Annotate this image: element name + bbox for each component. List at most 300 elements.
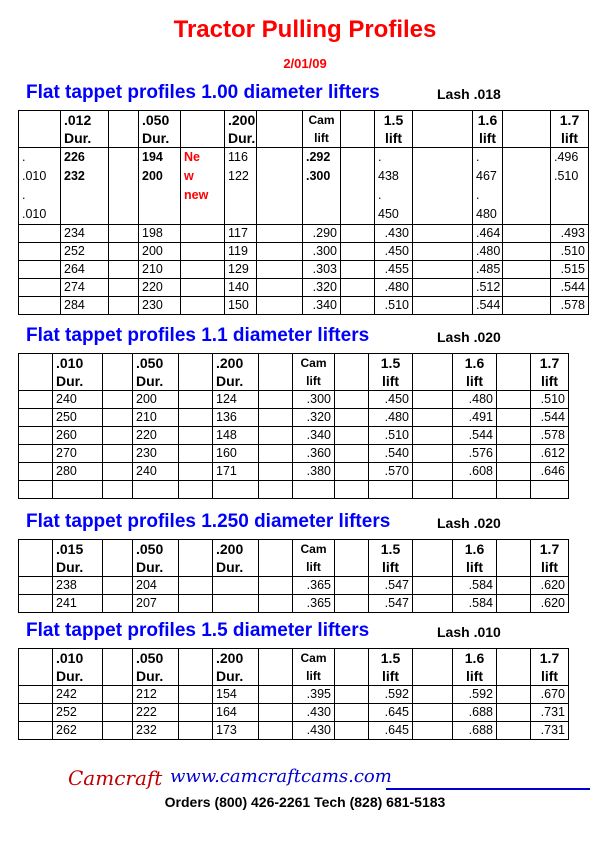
table-cell — [257, 225, 303, 243]
table-cell — [497, 409, 531, 427]
table-cell: .544 — [473, 297, 503, 315]
table-cell: .365 — [293, 577, 335, 595]
table-cell — [179, 595, 213, 613]
table-cell: .620 — [531, 595, 569, 613]
table-cell — [19, 686, 53, 704]
column-header — [473, 111, 503, 148]
column-header-line — [262, 372, 289, 390]
table-cell — [103, 722, 133, 740]
table-row — [19, 722, 569, 740]
table-cell: 148 — [213, 427, 259, 445]
table-cell: .592 — [453, 686, 497, 704]
table-row — [19, 409, 569, 427]
lash-value: Lash .018 — [437, 86, 501, 102]
column-header-line: 1.5 — [383, 112, 404, 128]
column-header-line: 1.5 — [380, 541, 401, 557]
column-header-line — [500, 354, 527, 372]
column-header-line — [338, 354, 365, 372]
column-header — [293, 649, 335, 686]
table-cell — [259, 409, 293, 427]
table-cell: 173 — [213, 722, 259, 740]
column-header — [369, 540, 413, 577]
column-header — [497, 649, 531, 686]
table-cell — [503, 243, 551, 261]
table-cell — [179, 409, 213, 427]
table-cell: 136 — [213, 409, 259, 427]
table-cell — [413, 481, 453, 499]
table-cell — [335, 409, 369, 427]
table-cell — [19, 427, 53, 445]
table-cell — [179, 577, 213, 595]
table-cell: .480 — [453, 391, 497, 409]
table-cell: .340 — [293, 427, 335, 445]
table-cell: .510 — [375, 297, 413, 315]
column-header — [179, 540, 213, 577]
table-cell: .290 — [303, 225, 341, 243]
table-cell: .645 — [369, 704, 413, 722]
column-header-line — [416, 667, 449, 685]
column-header — [53, 354, 103, 391]
column-header-line: lift — [465, 668, 484, 684]
profile-table — [18, 110, 589, 315]
table-cell: .395 — [293, 686, 335, 704]
table-cell: .612 — [531, 445, 569, 463]
table-cell: .646 — [531, 463, 569, 481]
table-cell — [103, 463, 133, 481]
column-header-line: 1.7 — [539, 541, 560, 557]
table-cell — [259, 391, 293, 409]
table-cell: 200 — [133, 391, 179, 409]
column-header-line — [506, 129, 547, 147]
table-cell — [19, 148, 61, 225]
table-cell: 220 — [139, 279, 181, 297]
table-cell: .360 — [293, 445, 335, 463]
table-cell-line: 226 — [64, 150, 85, 164]
table-cell — [19, 409, 53, 427]
table-cell: .584 — [453, 577, 497, 595]
table-cell — [413, 595, 453, 613]
column-header-line — [106, 649, 129, 667]
column-header — [497, 354, 531, 391]
table-cell — [109, 148, 139, 225]
column-header-line — [182, 558, 209, 576]
table-cell — [453, 481, 497, 499]
table-cell — [497, 427, 531, 445]
table-cell: 160 — [213, 445, 259, 463]
table-cell — [413, 704, 453, 722]
column-header-line: Dur. — [228, 130, 256, 146]
column-header — [531, 354, 569, 391]
table-cell: 150 — [225, 297, 257, 315]
column-header-line: 1.7 — [539, 355, 560, 371]
table-cell: 164 — [213, 704, 259, 722]
table-cell — [179, 391, 213, 409]
table-cell: 220 — [133, 427, 179, 445]
column-header-line: lift — [306, 560, 321, 574]
table-cell: .480 — [473, 243, 503, 261]
table-cell — [497, 686, 531, 704]
column-header-line: .200 — [228, 112, 256, 128]
table-cell — [19, 704, 53, 722]
column-header-line — [344, 111, 371, 129]
column-header — [413, 540, 453, 577]
table-cell: .303 — [303, 261, 341, 279]
column-header-line — [262, 558, 289, 576]
table-cell: .620 — [531, 577, 569, 595]
profile-table — [18, 539, 569, 613]
table-cell: 238 — [53, 577, 103, 595]
table-cell: 212 — [133, 686, 179, 704]
table-cell: .547 — [369, 577, 413, 595]
column-header — [413, 111, 473, 148]
column-header-line — [106, 540, 129, 558]
table-cell: 284 — [61, 297, 109, 315]
column-header-line: 1.6 — [477, 112, 498, 128]
column-header — [369, 649, 413, 686]
table-cell — [497, 445, 531, 463]
column-header-line — [416, 649, 449, 667]
table-cell: 270 — [53, 445, 103, 463]
table-cell: .510 — [551, 243, 589, 261]
profile-table — [18, 353, 569, 499]
column-header — [181, 111, 225, 148]
column-header-line — [182, 667, 209, 685]
table-cell — [497, 595, 531, 613]
table-cell — [375, 148, 413, 225]
column-header-line: Dur. — [216, 559, 244, 575]
table-cell: .493 — [551, 225, 589, 243]
table-cell — [413, 261, 473, 279]
column-header-line: .050 — [136, 541, 164, 557]
column-header-line — [22, 111, 57, 129]
column-header — [61, 111, 109, 148]
table-cell — [257, 297, 303, 315]
table-cell — [181, 243, 225, 261]
column-header — [503, 111, 551, 148]
table-cell-line: . — [22, 188, 26, 202]
table-cell — [109, 261, 139, 279]
table-cell: .430 — [293, 722, 335, 740]
table-cell: .578 — [551, 297, 589, 315]
table-cell — [103, 481, 133, 499]
table-header-row — [19, 354, 569, 391]
table-row — [19, 148, 589, 225]
column-header-line — [416, 354, 449, 372]
table-cell — [303, 148, 341, 225]
section-heading: Flat tappet profiles 1.1 diameter lifters — [26, 325, 370, 346]
lash-value: Lash .020 — [437, 515, 501, 531]
column-header — [19, 649, 53, 686]
table-cell-line: 194 — [142, 150, 163, 164]
column-header-line — [22, 372, 49, 390]
table-cell — [413, 391, 453, 409]
table-cell: .365 — [293, 595, 335, 613]
table-cell — [257, 148, 303, 225]
table-cell — [503, 297, 551, 315]
table-cell — [213, 481, 259, 499]
column-header-line — [500, 667, 527, 685]
table-cell-line: .496 — [554, 150, 579, 164]
column-header — [259, 649, 293, 686]
table-cell-line: . — [476, 150, 480, 164]
table-cell: .485 — [473, 261, 503, 279]
column-header — [303, 111, 341, 148]
table-cell — [257, 261, 303, 279]
table-row — [19, 704, 569, 722]
table-cell — [413, 445, 453, 463]
column-header-line: lift — [306, 669, 321, 683]
table-cell: 230 — [133, 445, 179, 463]
column-header — [109, 111, 139, 148]
table-cell — [503, 225, 551, 243]
table-cell-line: 200 — [142, 169, 163, 183]
table-cell — [103, 577, 133, 595]
table-cell-line: w — [184, 169, 194, 183]
table-cell-line: .010 — [22, 207, 47, 221]
column-header-line: .015 — [56, 541, 84, 557]
table-cell: .570 — [369, 463, 413, 481]
table-cell — [413, 722, 453, 740]
table-cell: .670 — [531, 686, 569, 704]
table-cell — [103, 704, 133, 722]
table-cell — [335, 577, 369, 595]
column-header-line: Cam — [300, 651, 327, 665]
column-header-line — [22, 667, 49, 685]
column-header-line: Cam — [300, 542, 327, 556]
table-cell — [413, 243, 473, 261]
table-cell: 252 — [61, 243, 109, 261]
website-link[interactable]: www.camcraftcams.com — [170, 766, 392, 787]
table-cell — [413, 463, 453, 481]
column-header-line — [182, 540, 209, 558]
table-cell — [341, 243, 375, 261]
table-cell: .688 — [453, 722, 497, 740]
column-header-line: Dur. — [64, 130, 92, 146]
column-header — [259, 354, 293, 391]
column-header-line: Dur. — [216, 373, 244, 389]
table-cell: .544 — [531, 409, 569, 427]
table-cell — [133, 481, 179, 499]
table-cell: .450 — [375, 243, 413, 261]
table-cell — [181, 148, 225, 225]
table-cell: .584 — [453, 595, 497, 613]
column-header — [19, 354, 53, 391]
table-cell — [497, 704, 531, 722]
table-cell — [259, 481, 293, 499]
table-cell: .450 — [369, 391, 413, 409]
table-cell: 222 — [133, 704, 179, 722]
table-cell — [503, 261, 551, 279]
column-header-line — [112, 129, 135, 147]
table-cell — [103, 445, 133, 463]
table-cell — [341, 279, 375, 297]
column-header — [213, 649, 259, 686]
column-header — [53, 649, 103, 686]
column-header-line — [112, 111, 135, 129]
table-cell: 252 — [53, 704, 103, 722]
column-header — [103, 649, 133, 686]
table-cell — [19, 463, 53, 481]
column-header — [531, 540, 569, 577]
column-header-line: 1.7 — [539, 650, 560, 666]
table-cell: 260 — [53, 427, 103, 445]
column-header-line — [184, 111, 221, 129]
column-header — [179, 649, 213, 686]
table-cell — [19, 577, 53, 595]
table-cell-line: new — [184, 188, 209, 202]
column-header-line — [338, 558, 365, 576]
column-header-line: .050 — [142, 112, 170, 128]
table-cell: .510 — [531, 391, 569, 409]
column-header — [497, 540, 531, 577]
table-cell — [179, 704, 213, 722]
table-cell: .544 — [453, 427, 497, 445]
table-cell — [19, 445, 53, 463]
column-header-line — [262, 667, 289, 685]
lash-value: Lash .010 — [437, 624, 501, 640]
table-cell: .380 — [293, 463, 335, 481]
page-date: 2/01/09 — [283, 56, 327, 71]
table-cell: 241 — [53, 595, 103, 613]
table-row — [19, 261, 589, 279]
table-cell — [181, 261, 225, 279]
table-cell: 242 — [53, 686, 103, 704]
column-header-line: .010 — [56, 355, 84, 371]
column-header-line: lift — [381, 559, 400, 575]
table-cell: 171 — [213, 463, 259, 481]
column-header-line: lift — [314, 131, 329, 145]
column-header — [133, 354, 179, 391]
column-header — [375, 111, 413, 148]
table-cell — [19, 391, 53, 409]
table-cell — [103, 595, 133, 613]
table-cell — [181, 297, 225, 315]
table-cell: .491 — [453, 409, 497, 427]
table-cell: .510 — [369, 427, 413, 445]
table-cell — [53, 481, 103, 499]
table-cell — [413, 297, 473, 315]
table-cell-line: . — [378, 150, 382, 164]
column-header — [139, 111, 181, 148]
table-cell — [179, 463, 213, 481]
column-header-line — [182, 649, 209, 667]
column-header-line: Dur. — [56, 373, 84, 389]
column-header-line — [338, 667, 365, 685]
table-cell — [259, 463, 293, 481]
table-cell: .480 — [369, 409, 413, 427]
column-header-line — [506, 111, 547, 129]
table-cell: 119 — [225, 243, 257, 261]
table-cell: 200 — [139, 243, 181, 261]
column-header — [19, 111, 61, 148]
table-cell — [293, 481, 335, 499]
table-header-row — [19, 540, 569, 577]
table-cell — [335, 427, 369, 445]
column-header-line: Dur. — [56, 559, 84, 575]
column-header-line: 1.7 — [559, 112, 580, 128]
column-header-line — [262, 540, 289, 558]
column-header-line: lift — [306, 374, 321, 388]
column-header — [335, 649, 369, 686]
table-cell — [259, 577, 293, 595]
table-cell — [413, 577, 453, 595]
table-row — [19, 686, 569, 704]
table-cell — [497, 722, 531, 740]
table-cell-line: .010 — [22, 169, 47, 183]
column-header-line — [416, 558, 449, 576]
table-cell: 232 — [133, 722, 179, 740]
table-row — [19, 595, 569, 613]
table-cell: 262 — [53, 722, 103, 740]
table-cell — [497, 391, 531, 409]
table-cell — [257, 279, 303, 297]
table-cell: .578 — [531, 427, 569, 445]
table-cell — [341, 148, 375, 225]
table-cell — [335, 595, 369, 613]
column-header-line — [344, 129, 371, 147]
lash-value: Lash .020 — [437, 329, 501, 345]
table-cell — [497, 577, 531, 595]
column-header-line — [500, 540, 527, 558]
column-header-line: .012 — [64, 112, 92, 128]
table-cell — [413, 225, 473, 243]
table-cell-line: . — [22, 150, 26, 164]
column-header — [133, 540, 179, 577]
column-header-line: Dur. — [136, 668, 164, 684]
column-header — [179, 354, 213, 391]
table-cell — [413, 686, 453, 704]
table-cell-line: 450 — [378, 207, 399, 221]
column-header — [335, 354, 369, 391]
table-cell — [503, 279, 551, 297]
table-cell — [213, 595, 259, 613]
column-header-line: lift — [465, 373, 484, 389]
table-cell — [413, 279, 473, 297]
table-cell: .688 — [453, 704, 497, 722]
table-cell: 230 — [139, 297, 181, 315]
table-cell: .300 — [303, 243, 341, 261]
table-cell: 274 — [61, 279, 109, 297]
table-cell — [213, 577, 259, 595]
column-header-line — [260, 111, 299, 129]
column-header-line: lift — [540, 668, 559, 684]
table-cell — [179, 481, 213, 499]
column-header-line — [338, 649, 365, 667]
column-header-line: Dur. — [216, 668, 244, 684]
table-row — [19, 445, 569, 463]
table-cell: .592 — [369, 686, 413, 704]
table-cell: 250 — [53, 409, 103, 427]
table-cell — [109, 225, 139, 243]
table-cell — [503, 148, 551, 225]
column-header-line: lift — [381, 668, 400, 684]
column-header-line — [416, 540, 449, 558]
section-heading: Flat tappet profiles 1.5 diameter lifters — [26, 620, 370, 641]
table-cell: 210 — [133, 409, 179, 427]
table-row — [19, 243, 589, 261]
table-row — [19, 225, 589, 243]
table-cell: .731 — [531, 722, 569, 740]
table-cell — [19, 297, 61, 315]
table-cell — [335, 463, 369, 481]
column-header-line — [182, 372, 209, 390]
column-header-line — [500, 372, 527, 390]
table-cell — [19, 279, 61, 297]
table-cell — [413, 409, 453, 427]
table-cell: 204 — [133, 577, 179, 595]
table-cell: 129 — [225, 261, 257, 279]
contact-phone-numbers: Orders (800) 426-2261 Tech (828) 681-5183 — [164, 794, 446, 810]
